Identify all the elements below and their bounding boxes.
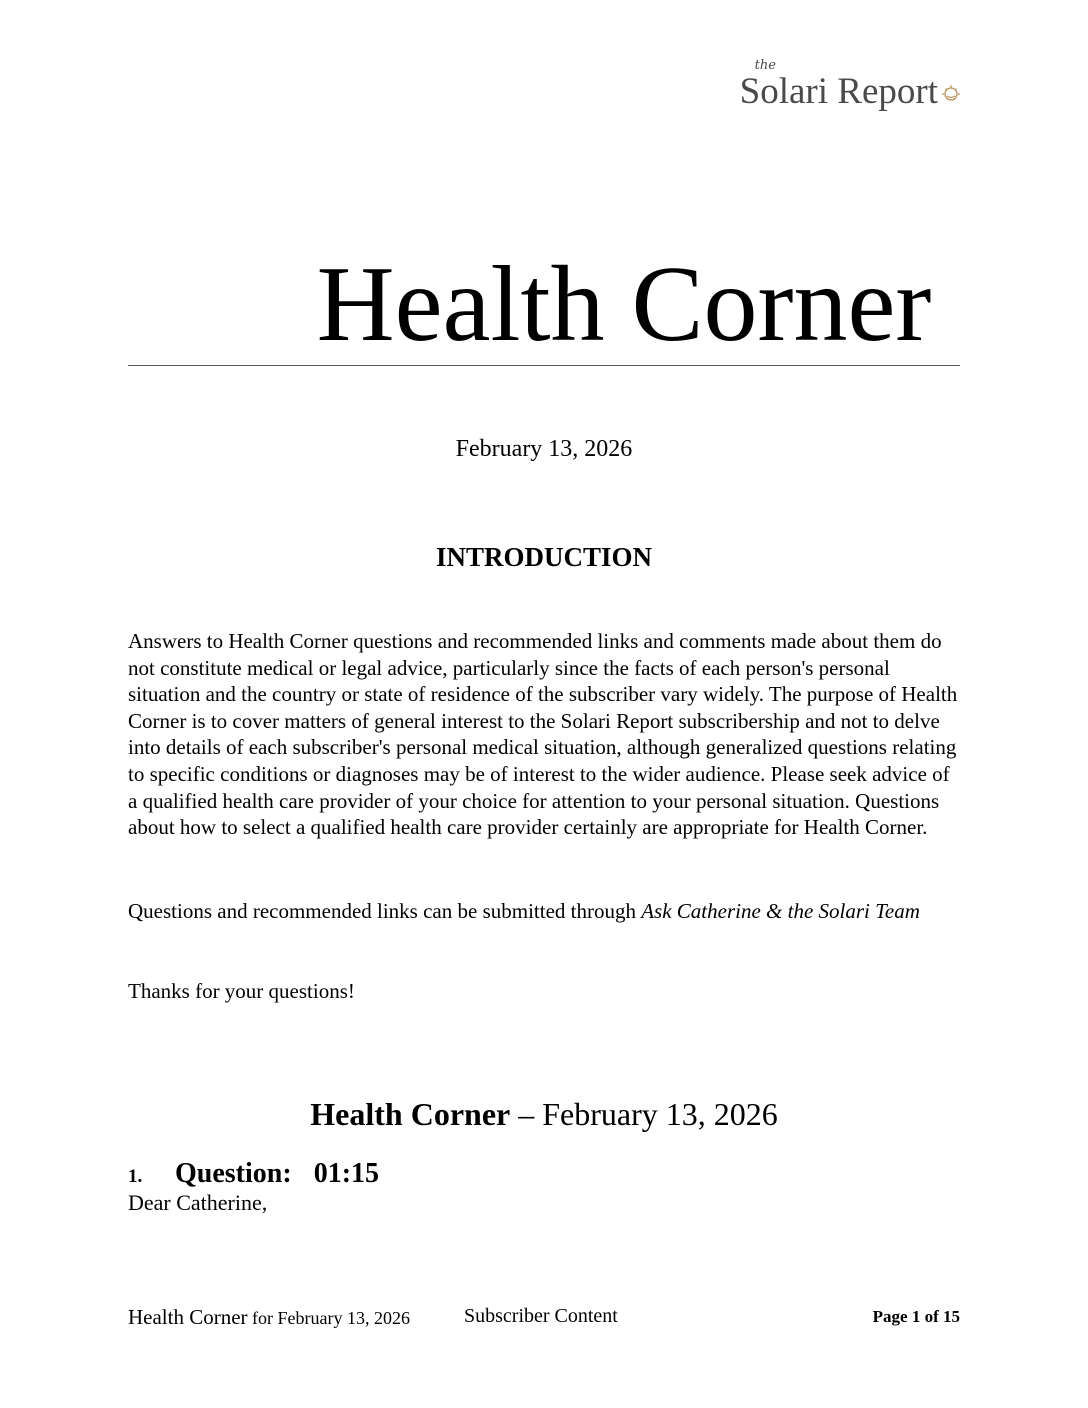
solari-report-logo [740,60,962,110]
question-timestamp: 01:15 [313,1158,380,1189]
submission-text: Questions and recommended links can be submitted through [128,899,642,923]
title-divider [128,365,960,366]
section-heading-date: – February 13, 2026 [510,1096,778,1132]
footer-page-number: Page 1 of 15 [872,1307,960,1326]
ask-catherine-link[interactable]: Ask Catherine & the Solari Team [641,899,920,923]
document-date: February 13, 2026 [455,436,633,462]
section-heading [0,1096,1088,1133]
question-heading [128,1158,379,1190]
page-title: Health Corner [316,245,932,364]
solari-sun-mark-icon [940,82,962,104]
section-heading-bold: Health Corner [310,1096,511,1132]
thanks-paragraph: Thanks for your questions! [128,979,355,1003]
footer-subscriber-content: Subscriber Content [464,1305,618,1327]
introduction-paragraph: Answers to Health Corner questions and recommended links and comments made about them do not constitute medical or legal advice, particularly since the facts of each person's personal situation and the country or state of residence of the subscriber vary widely. The purpose of Health Corner is to cover matters of general interest to the Solari Report subscribership and not to delve into details of each subscriber's personal medical situation, although generalized questions relating to specific conditions or diagnoses may be of interest to the wider audience. Please seek advice of a qualified health care provider of your choice for attention to your personal situation. Questions about how to select a qualified health care provider certainly are appropriate for Health Corner. [128,629,958,840]
logo-wordmark [739,58,938,112]
question-label: Question: [175,1158,292,1189]
logo-name-text: Solari Report [739,71,938,112]
introduction-heading: INTRODUCTION [435,542,653,572]
logo-the-text: the [754,58,776,73]
footer-title-text: Health Corner [128,1305,248,1329]
submission-paragraph [128,898,960,925]
question-salutation: Dear Catherine, [128,1190,268,1215]
page-footer [128,1305,960,1333]
footer-title [128,1305,410,1330]
question-number: 1. [128,1166,143,1187]
footer-date-text: for February 13, 2026 [247,1308,411,1328]
